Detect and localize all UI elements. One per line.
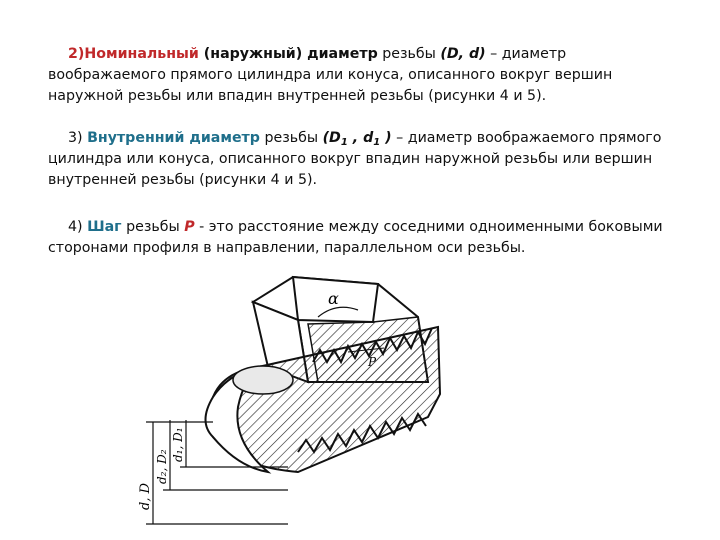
term-nominal-rest: (наружный) диаметр (198, 46, 378, 62)
definition-inner: – диаметр воображаемого прямого цилиндра или конуса, описанного вокруг впадин наружной резьбы или вершин внутренней резьбы (рисунки 4 и 5). (48, 130, 662, 188)
paragraph-nominal-diameter (48, 44, 688, 107)
paragraph-pitch (48, 217, 688, 259)
label-outer-diameter: d, D (138, 482, 153, 510)
paragraph-inner-diameter (48, 128, 688, 191)
symbol-d-nominal: (D, d) (440, 46, 486, 62)
word-thread: резьбы (377, 46, 441, 62)
term-pitch: Шаг (87, 219, 122, 235)
item-number: 4) (68, 219, 88, 235)
item-number: 2) (68, 46, 85, 62)
definition-pitch: - это расстояние между соседними одноименными боковыми сторонами профиля в направлении, параллельном оси резьбы. (48, 219, 663, 256)
label-inner-diameter: d₁, D₁ (171, 427, 185, 462)
symbol-d-inner: ($D_1$ , $d_1$ ) (322, 130, 392, 148)
definition-nominal: – диаметр воображаемого прямого цилиндра или конуса, описанного вокруг вершин наружной резьбы или впадин внутренней резьбы (рисунки 4 и 5). (48, 46, 613, 104)
term-nominal: Номинальный (84, 46, 199, 62)
label-pitch: P (368, 355, 377, 369)
term-inner: Внутренний диаметр (87, 130, 260, 146)
label-alpha: α (328, 289, 339, 308)
word-thread: резьбы (121, 219, 185, 235)
item-number: 3) (68, 130, 88, 146)
label-pitch-diameter: d₂, D₂ (155, 449, 169, 484)
symbol-p: P (184, 219, 195, 235)
thread-diagram (118, 262, 458, 532)
word-thread: резьбы (259, 130, 323, 146)
